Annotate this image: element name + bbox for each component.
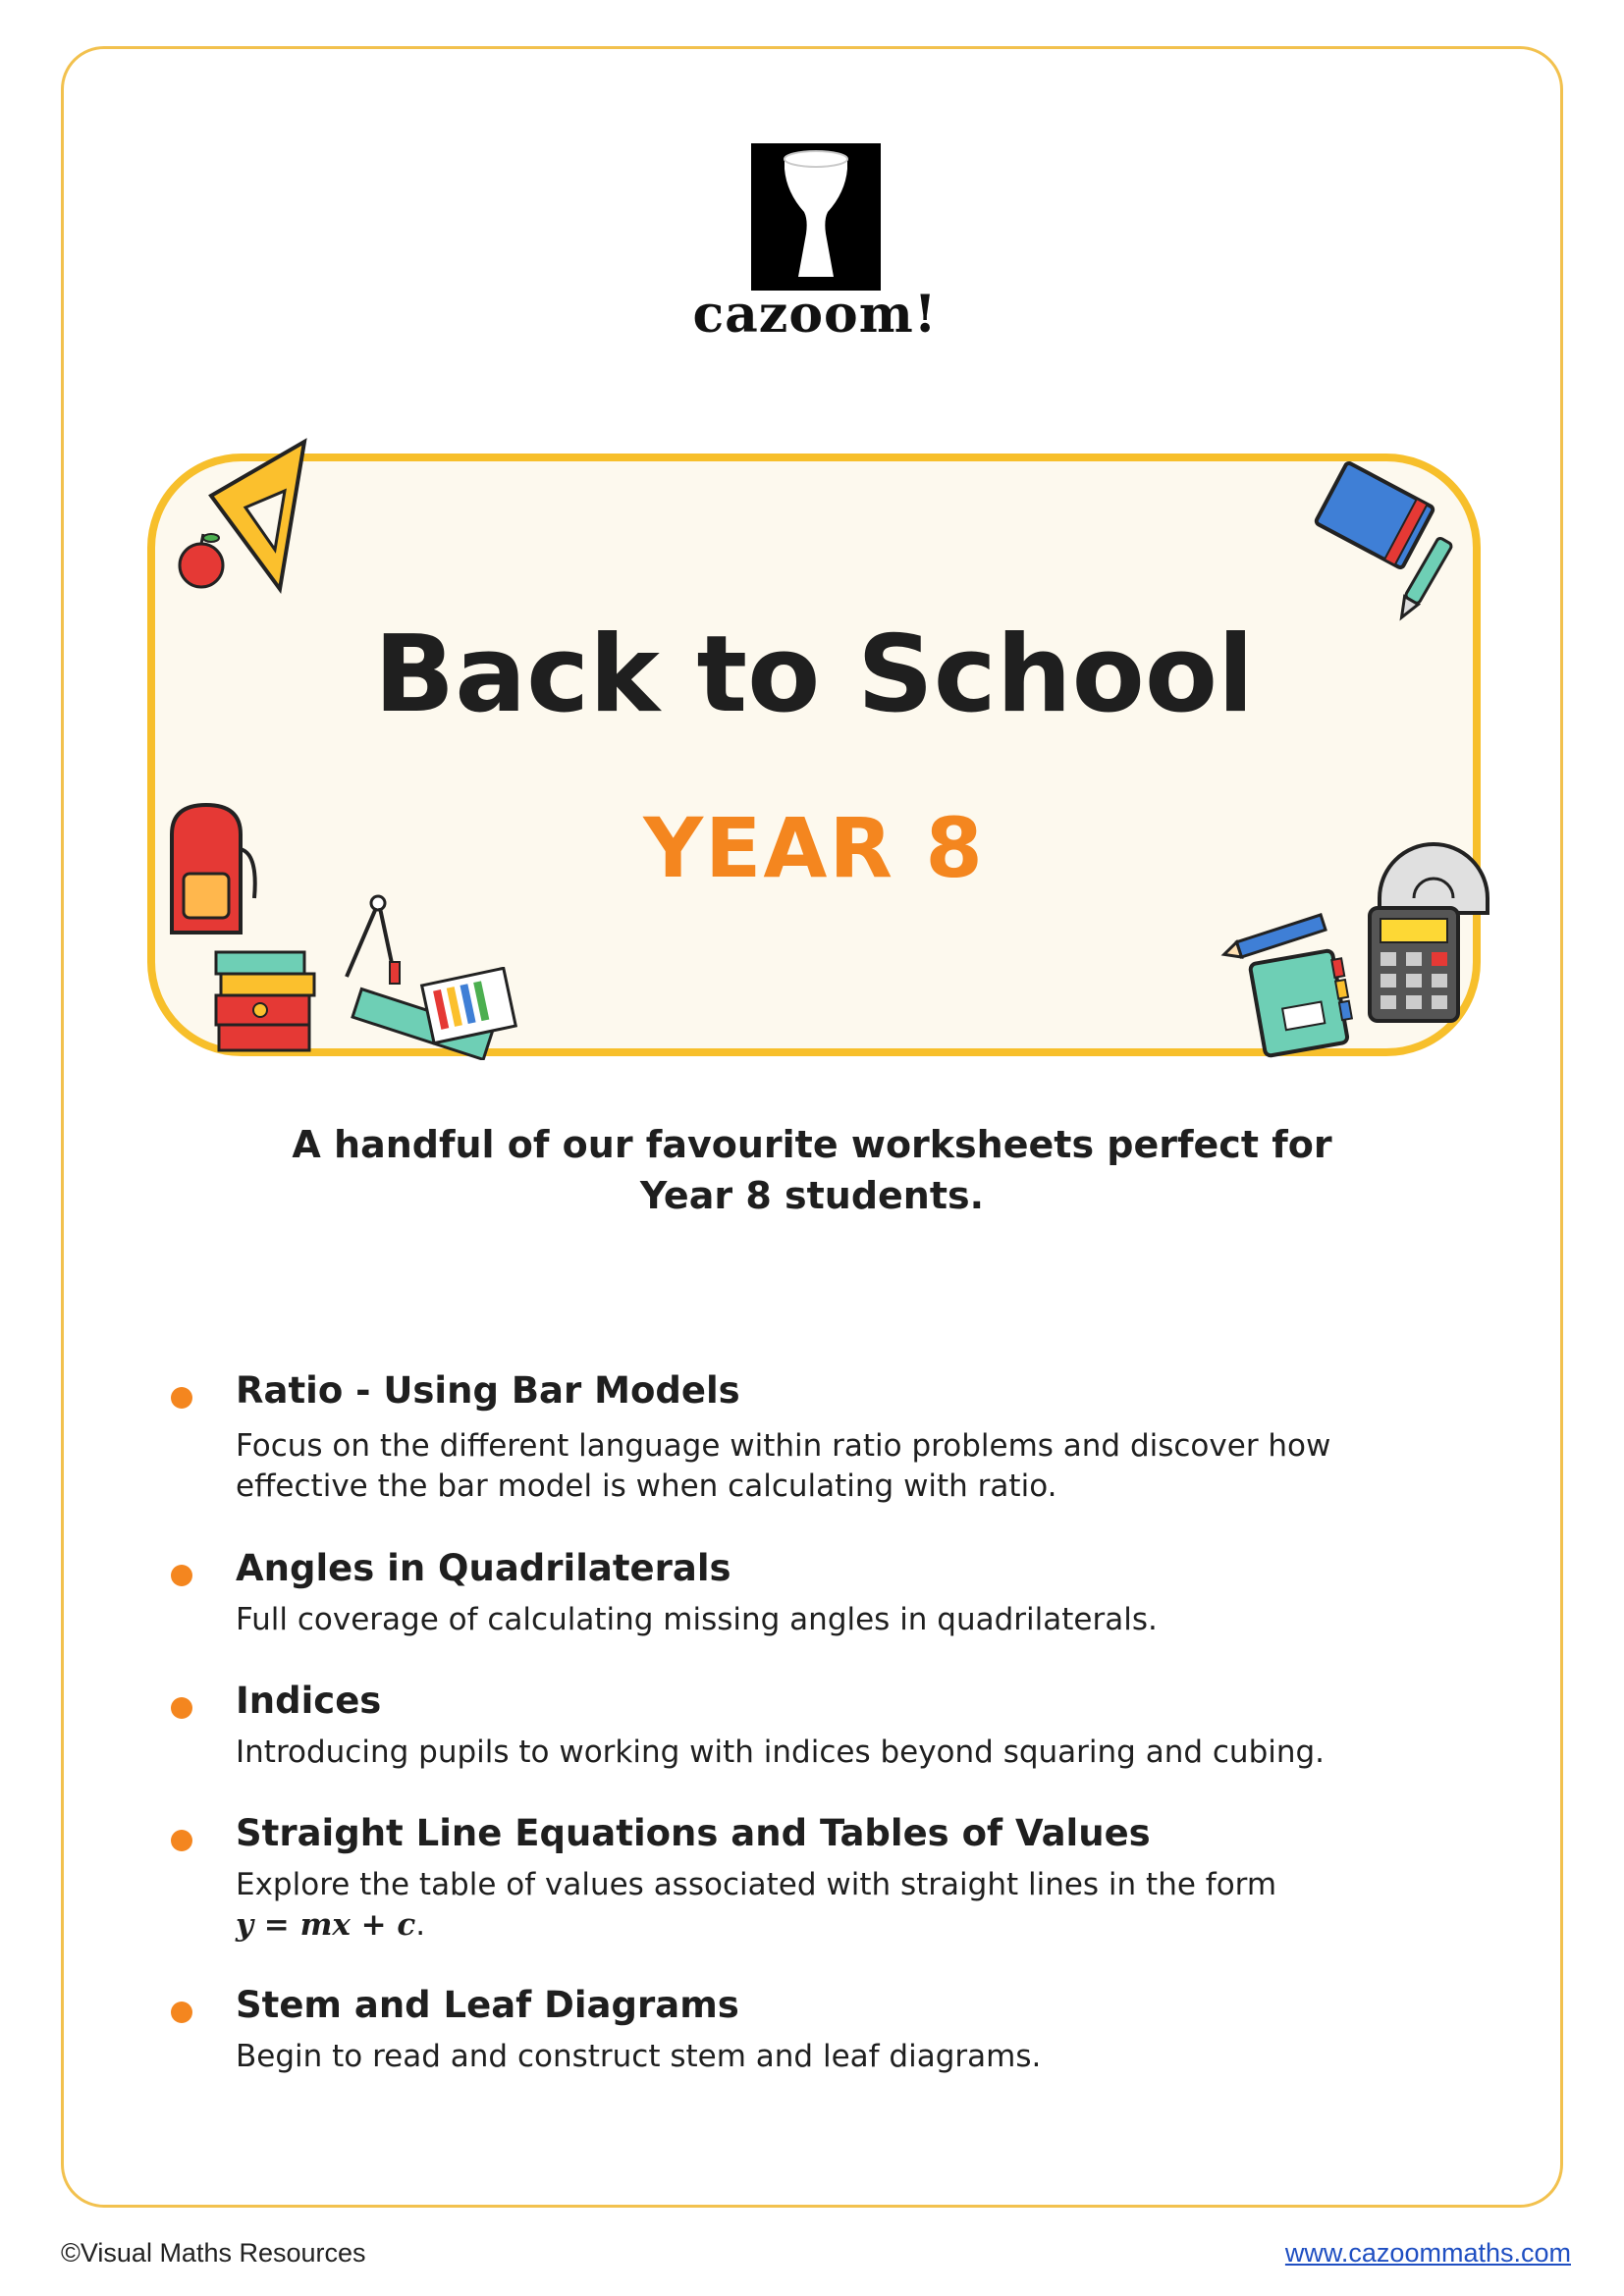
- item-description: [236, 2037, 1394, 2077]
- desc-line: Introducing pupils to working with indices beyond squaring and cubing.: [236, 1735, 1326, 1770]
- website-link[interactable]: www.cazoommaths.com: [1284, 2238, 1571, 2268]
- cazoom-drum-logo-icon: [751, 143, 881, 291]
- item-title: Indices: [236, 1680, 382, 1722]
- year-subtitle: YEAR 8: [643, 800, 985, 896]
- item-title: Stem and Leaf Diagrams: [236, 1984, 739, 2026]
- spiral-notebook-icon: [1242, 947, 1355, 1060]
- formula-line: [236, 1905, 1394, 1946]
- desc-line: Full coverage of calculating missing angles in quadrilaterals.: [236, 1602, 1158, 1637]
- ruler-crayons-icon: [349, 967, 520, 1060]
- bullet-icon: [171, 1565, 192, 1586]
- page-title: Back to School: [373, 614, 1255, 736]
- copyright-text: ©Visual Maths Resources: [61, 2238, 366, 2268]
- item-description: [236, 1865, 1394, 1946]
- desc-line: Focus on the different language within ratio problems and discover how: [236, 1428, 1331, 1464]
- item-title: Ratio - Using Bar Models: [236, 1369, 740, 1412]
- set-square-icon: [206, 437, 314, 594]
- item-title: Straight Line Equations and Tables of Values: [236, 1812, 1151, 1854]
- intro-text: [255, 1119, 1369, 1221]
- books-stack-icon: [211, 942, 319, 1055]
- calculator-icon: [1365, 903, 1463, 1026]
- desc-line: effective the bar model is when calculating with ratio.: [236, 1468, 1057, 1504]
- bullet-icon: [171, 1697, 192, 1719]
- desc-line: Explore the table of values associated with straight lines in the form: [236, 1867, 1277, 1902]
- formula-suffix: .: [415, 1907, 426, 1943]
- formula: y = mx + c: [236, 1907, 416, 1943]
- bullet-icon: [171, 2002, 192, 2023]
- item-description: [236, 1733, 1394, 1773]
- logo-text: cazoom!: [692, 285, 938, 345]
- item-title: Angles in Quadrilaterals: [236, 1547, 731, 1589]
- bullet-icon: [171, 1830, 192, 1851]
- intro-line: Year 8 students.: [639, 1174, 985, 1217]
- item-description: [236, 1600, 1394, 1640]
- item-description: [236, 1426, 1394, 1507]
- bullet-icon: [171, 1387, 192, 1409]
- intro-line: A handful of our favourite worksheets perfect for: [292, 1123, 1332, 1166]
- desc-line: Begin to read and construct stem and leaf diagrams.: [236, 2039, 1042, 2074]
